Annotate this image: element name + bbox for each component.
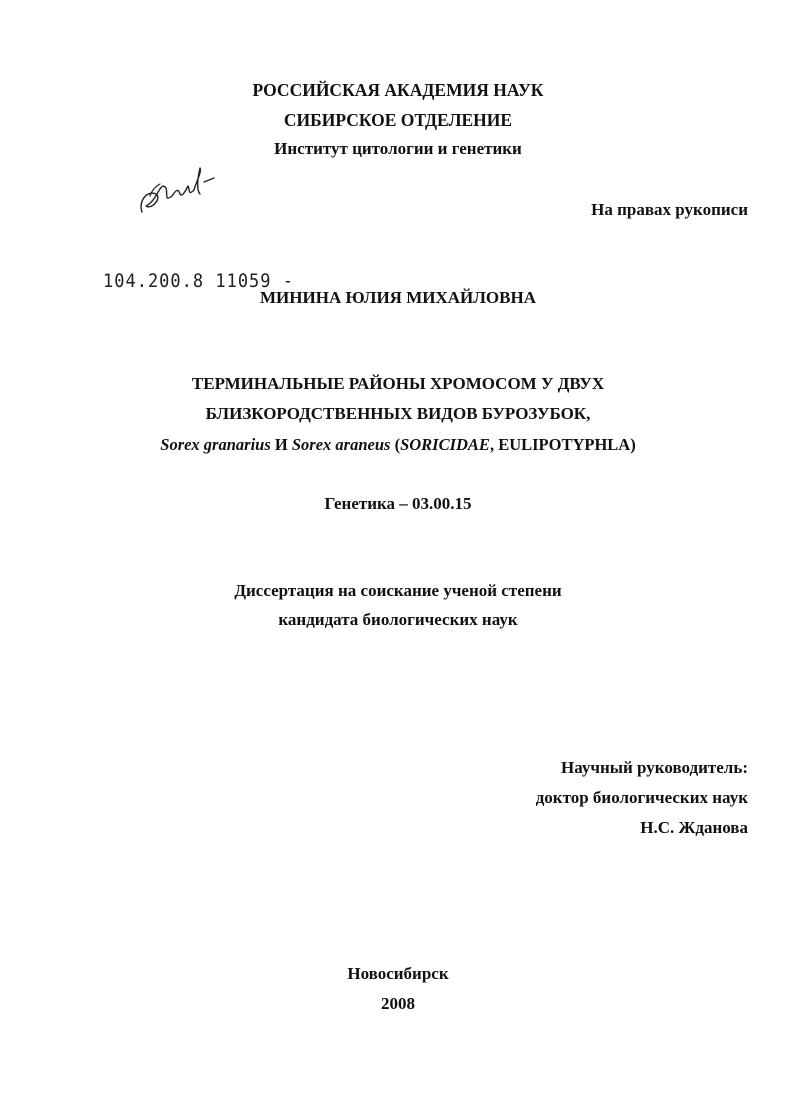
family-name: SORICIDAE [400,435,490,454]
title-line-2: БЛИЗКОРОДСТВЕННЫХ ВИДОВ БУРОЗУБОК, [205,404,591,423]
title-line-1: ТЕРМИНАЛЬНЫЕ РАЙОНЫ ХРОМОСОМ У ДВУХ [191,374,605,393]
institute-name: Институт цитологии и генетики [274,139,522,158]
species-araneus: Sorex araneus [291,435,391,454]
species-granarius: Sorex granarius [160,435,271,454]
academy-name: РОССИЙСКАЯ АКАДЕМИЯ НАУК [252,80,544,100]
supervisor-label: Научный руководитель: [561,758,748,777]
dissertation-line-1: Диссертация на соискание ученой степени [234,581,562,600]
supervisor-degree: доктор биологических наук [535,788,748,807]
conjunction: И [270,435,292,454]
separator: , [489,435,499,454]
title-species-line [0,435,796,455]
specialty-code: Генетика – 03.00.15 [324,494,472,513]
order-name: EULIPOTYPHLA [498,435,631,454]
supervisor-name: Н.С. Жданова [640,818,748,837]
registration-stamp: 104.200.8 11059 - [103,270,294,293]
manuscript-rights-note: На правах рукописи [591,200,748,219]
city: Новосибирск [347,964,449,983]
dissertation-line-2: кандидата биологических наук [278,610,518,629]
branch-name: СИБИРСКОЕ ОТДЕЛЕНИЕ [283,110,513,130]
year: 2008 [381,994,415,1013]
author-name: МИНИНА ЮЛИЯ МИХАЙЛОВНА [260,288,536,307]
handwritten-signature [136,160,216,220]
open-paren: ( [390,435,401,454]
close-paren: ) [630,435,636,454]
